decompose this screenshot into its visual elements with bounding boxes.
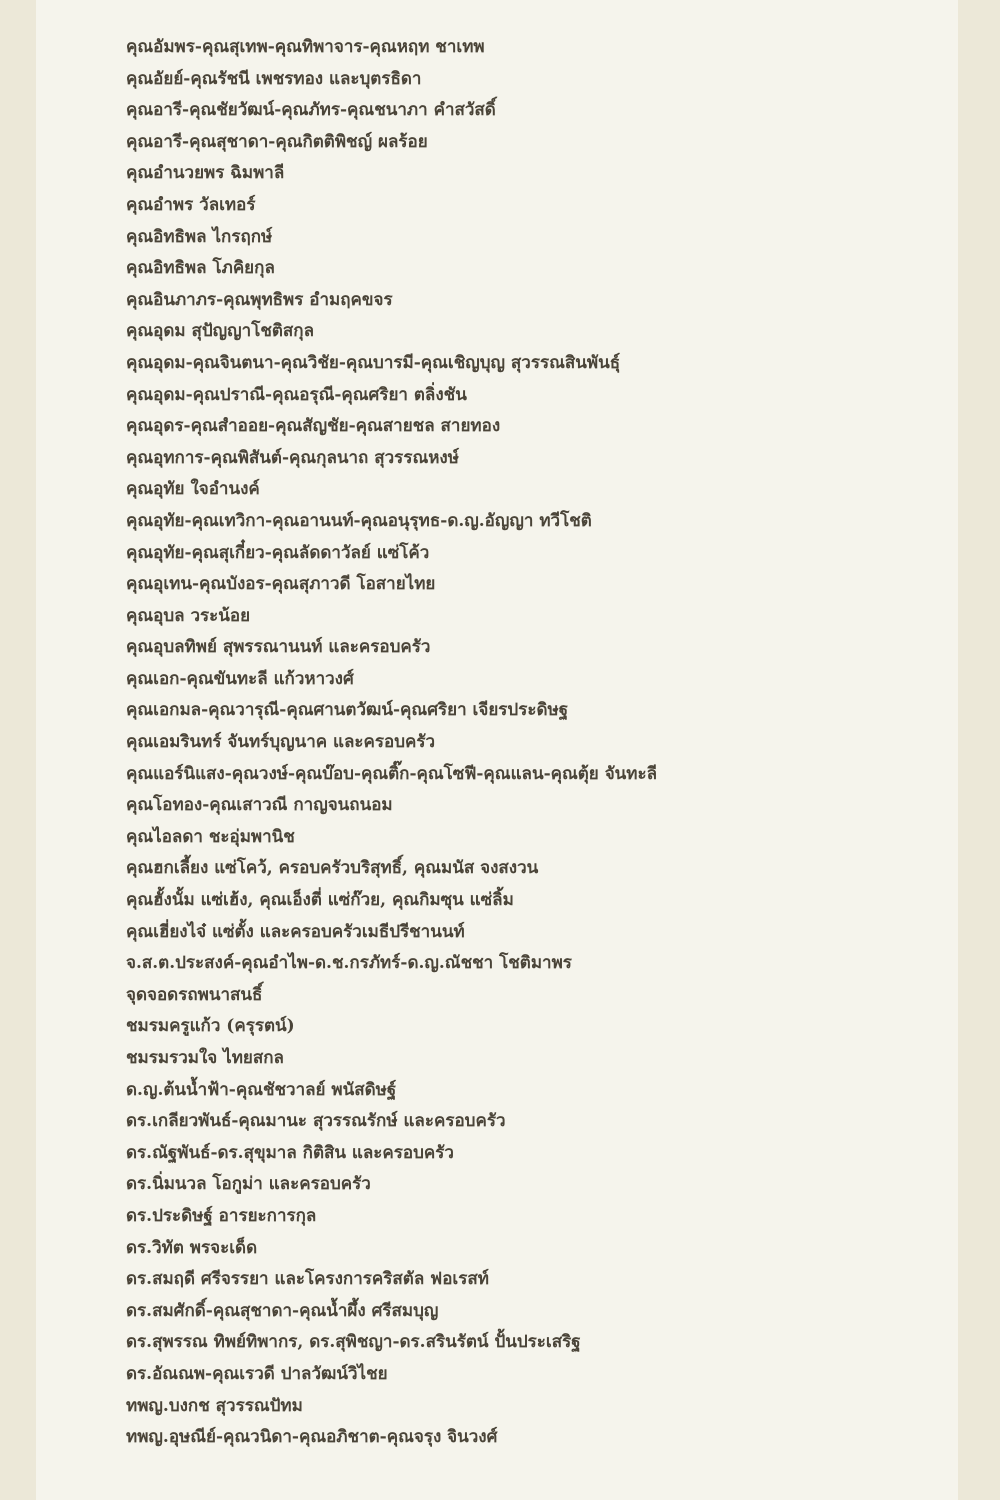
list-item: คุณโอทอง-คุณเสาวณี กาญจนถนอม bbox=[126, 795, 393, 816]
list-item: คุณอุดร-คุณสำออย-คุณสัญชัย-คุณสายชล สายทอง bbox=[126, 416, 501, 437]
list-item: คุณไอลดา ชะอุ่มพานิช bbox=[126, 826, 295, 847]
list-item: คุณฮั้งนั้ม แซ่เฮ้ง, คุณเอ็งตี่ แซ่ก๊วย, คุณกิมซุน แซ่ลิ้ม bbox=[126, 890, 514, 911]
list-item: ดร.อัณณพ-คุณเรวดี ปาลวัฒน์วิไชย bbox=[126, 1363, 388, 1384]
list-item: ดร.ณัฐพันธ์-ดร.สุขุมาล กิติสิน และครอบครัว bbox=[126, 1142, 454, 1163]
list-item: คุณเอก-คุณขันทะลี แก้วหาวงศ์ bbox=[126, 668, 354, 689]
list-item: ดร.ประดิษฐ์ อารยะการกุล bbox=[126, 1205, 317, 1226]
list-item: คุณอัยย์-คุณรัชนี เพชรทอง และบุตรธิดา bbox=[126, 68, 422, 89]
list-item: คุณอุทัย-คุณเทวิกา-คุณอานนท์-คุณอนุรุทธ-ด.ญ.อัญญา ทวีโชติ bbox=[126, 510, 592, 531]
list-item: ชมรมครูแก้ว (ครุรตน์) bbox=[126, 1016, 295, 1037]
list-item: ทพญ.บงกช สุวรรณปัทม bbox=[126, 1395, 303, 1416]
list-item: ชมรมรวมใจ ไทยสกล bbox=[126, 1048, 284, 1068]
list-item: คุณอุบลทิพย์ สุพรรณานนท์ และครอบครัว bbox=[126, 637, 431, 658]
list-item: ดร.สุพรรณ ทิพย์ทิพากร, ดร.สุพิชญา-ดร.สรินรัตน์ ปั้นประเสริฐ bbox=[126, 1332, 581, 1353]
list-item: คุณอุทัย ใจอำนงค์ bbox=[126, 479, 260, 500]
list-item: คุณเอมรินทร์ จันทร์บุญนาค และครอบครัว bbox=[126, 732, 436, 753]
list-item: คุณเฮี่ยงไจ๋ แซ่ตั้ง และครอบครัวเมธีปรีชานนท์ bbox=[126, 921, 465, 942]
list-item: คุณอุดม สุปัญญาโชติสกุล bbox=[126, 321, 314, 342]
list-item: คุณอัมพร-คุณสุเทพ-คุณทิพาจาร-คุณหฤท ชาเทพ bbox=[126, 37, 485, 57]
list-item: คุณอุทัย-คุณสุเกี๋ยว-คุณลัดดาวัลย์ แซ่โค้ว bbox=[126, 542, 430, 563]
list-item: คุณอุดม-คุณปราณี-คุณอรุณี-คุณศริยา ตลิ่งชัน bbox=[126, 384, 467, 405]
list-item: คุณอุบล วระน้อย bbox=[126, 605, 251, 626]
list-item: คุณอิทธิพล โภคิยกุล bbox=[126, 258, 275, 279]
list-item: คุณอำนวยพร ฉิมพาลี bbox=[126, 163, 285, 184]
list-item: จ.ส.ต.ประสงค์-คุณอำไพ-ด.ช.กรภัทร์-ด.ญ.ณัชชา โชติมาพร bbox=[126, 953, 572, 974]
donor-name-list bbox=[126, 32, 946, 1454]
list-item: ดร.นิ่มนวล โอกูม่า และครอบครัว bbox=[126, 1174, 371, 1195]
list-item: ทพญ.อุษณีย์-คุณวนิดา-คุณอภิชาต-คุณจรุง จินวงศ์ bbox=[126, 1427, 498, 1448]
list-item: ดร.สมศักดิ์-คุณสุชาดา-คุณน้ำผึ้ง ศรีสมบุญ bbox=[126, 1300, 439, 1321]
list-item: คุณอุทการ-คุณพิสันต์-คุณกุลนาถ สุวรรณหงษ์ bbox=[126, 447, 459, 468]
list-item: คุณอุเทน-คุณบังอร-คุณสุภาวดี โอสายไทย bbox=[126, 574, 436, 595]
list-item: คุณเอกมล-คุณวารุณี-คุณศานตวัฒน์-คุณศริยา เจียรประดิษฐ bbox=[126, 700, 569, 721]
list-item: คุณอารี-คุณชัยวัฒน์-คุณภัทร-คุณชนาภา คำสวัสดิ์ bbox=[126, 100, 496, 121]
list-item: คุณฮกเลี้ยง แซ่โคว้, ครอบครัวบริสุทธิ์, คุณมนัส จงสงวน bbox=[126, 858, 539, 879]
list-item: ดร.สมฤดี ศรีจรรยา และโครงการคริสตัล ฟอเรสท์ bbox=[126, 1269, 489, 1290]
list-item: ดร.วิทัต พรจะเด็ด bbox=[126, 1237, 258, 1258]
list-item: จุดจอดรถพนาสนธิ์ bbox=[126, 984, 263, 1005]
list-item: คุณแอร์นิแสง-คุณวงษ์-คุณบ๊อบ-คุณติ๊ก-คุณโซฟี-คุณแลน-คุณตุ้ย จันทะลี bbox=[126, 763, 658, 784]
document-page bbox=[36, 0, 958, 1500]
list-item: คุณอำพร วัลเทอร์ bbox=[126, 194, 256, 215]
list-item: ดร.เกลียวพันธ์-คุณมานะ สุวรรณรักษ์ และครอบครัว bbox=[126, 1111, 506, 1132]
list-item: ด.ญ.ต้นน้ำฟ้า-คุณชัชวาลย์ พนัสดิษฐ์ bbox=[126, 1079, 397, 1100]
list-item: คุณอารี-คุณสุชาดา-คุณกิตติพิชญ์ ผลร้อย bbox=[126, 131, 428, 152]
list-item: คุณอิทธิพล ไกรฤกษ์ bbox=[126, 226, 273, 247]
list-item: คุณอุดม-คุณจินตนา-คุณวิชัย-คุณบารมี-คุณเชิญบุญ สุวรรณสินพันธุ์ bbox=[126, 352, 621, 373]
list-item: คุณอินภาภร-คุณพุทธิพร อำมฤคขจร bbox=[126, 289, 393, 310]
